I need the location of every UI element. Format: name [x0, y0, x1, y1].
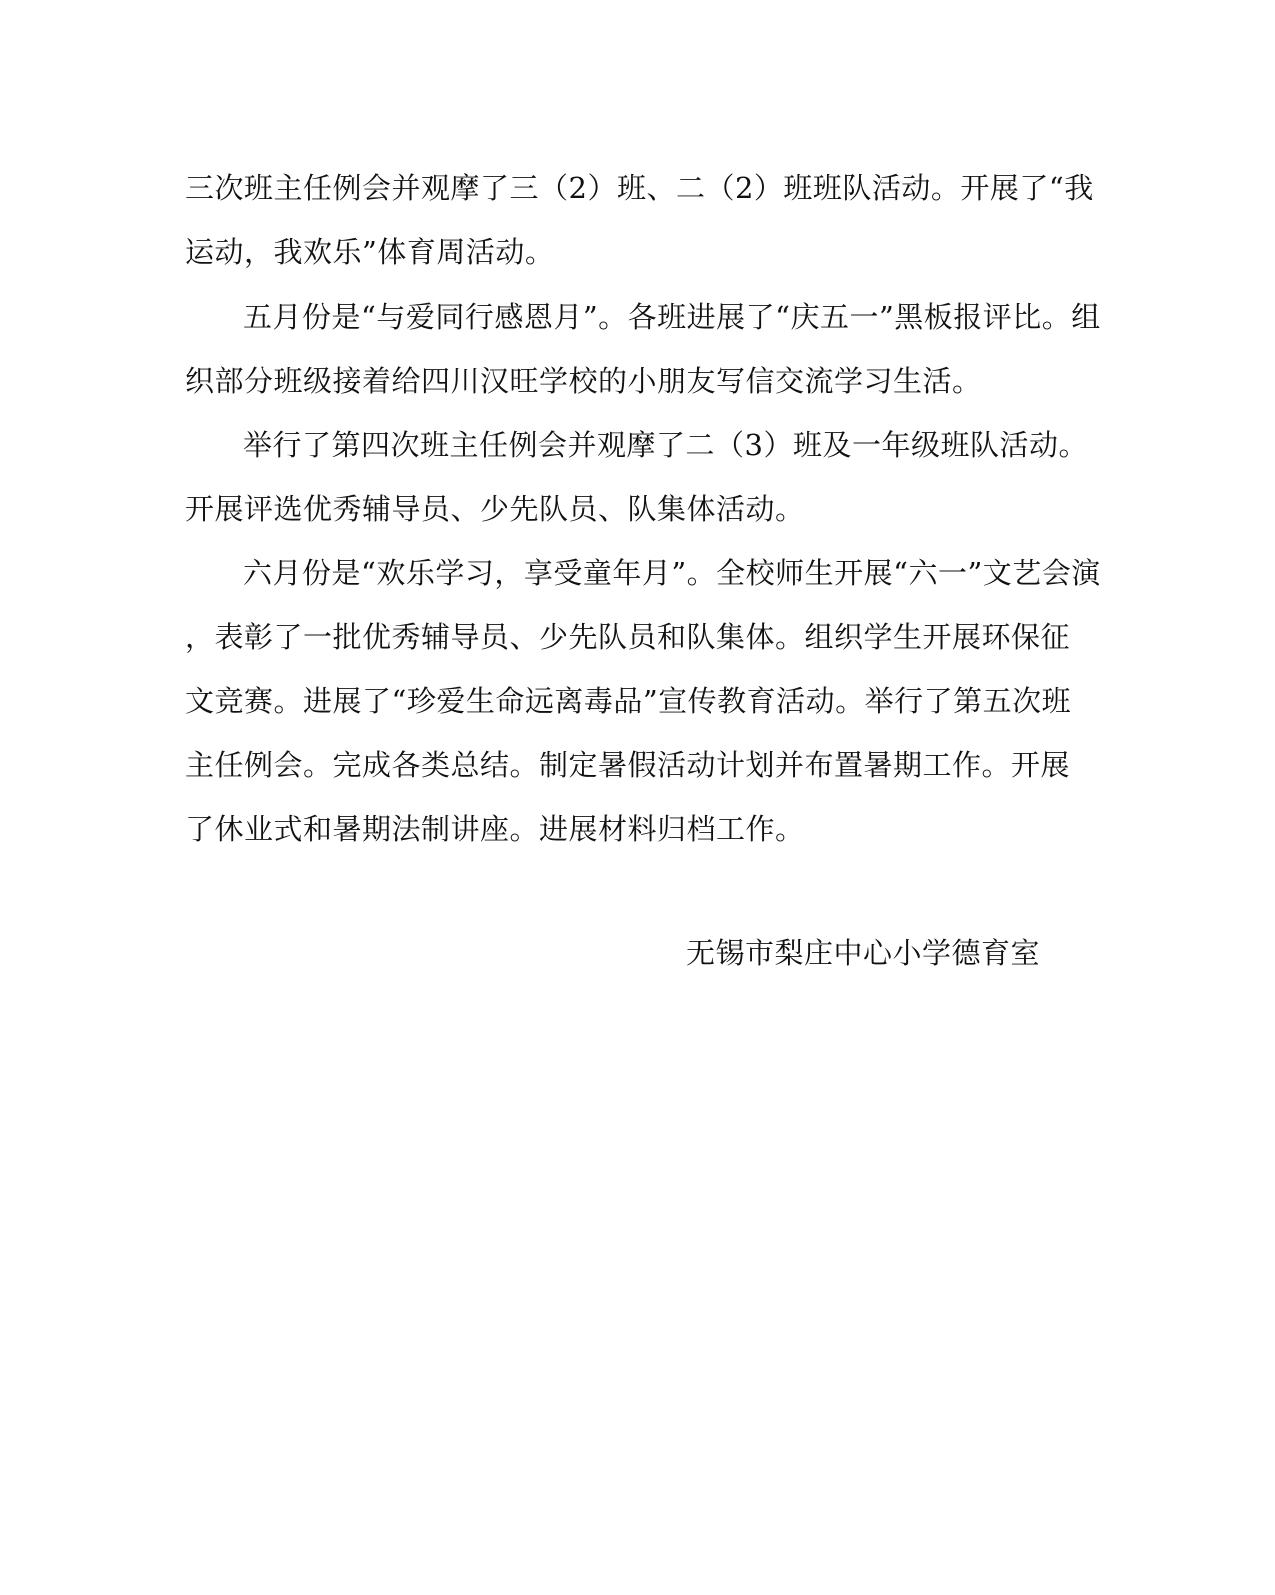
- signature: 无锡市梨庄中心小学德育室: [686, 936, 1041, 970]
- paragraph-4-line-5: 了休业式和暑期法制讲座。进展材料归档工作。: [185, 812, 805, 846]
- paragraph-1-line-2: 运动，我欢乐”体育周活动。: [185, 235, 555, 269]
- paragraph-3-line-2: 开展评选优秀辅导员、少先队员、队集体活动。: [185, 492, 805, 526]
- paragraph-4-line-4: 主任例会。完成各类总结。制定暑假活动计划并布置暑期工作。开展: [185, 748, 1071, 782]
- paragraph-1-line-1: 三次班主任例会并观摩了三（2）班、二（2）班班队活动。开展了“我: [185, 171, 1094, 205]
- paragraph-4-line-3: 文竞赛。进展了“珍爱生命远离毒品”宣传教育活动。举行了第五次班: [185, 684, 1072, 718]
- paragraph-4-line-2: ，表彰了一批优秀辅导员、少先队员和队集体。组织学生开展环保征: [185, 620, 1071, 654]
- paragraph-4-line-1: 六月份是“欢乐学习，享受童年月”。全校师生开展“六一”文艺会演: [243, 556, 1101, 590]
- paragraph-2-line-1: 五月份是“与爱同行感恩月”。各班进展了“庆五一”黑板报评比。组: [243, 300, 1101, 334]
- paragraph-2-line-2: 织部分班级接着给四川汉旺学校的小朋友写信交流学习生活。: [185, 364, 982, 398]
- paragraph-3-line-1: 举行了第四次班主任例会并观摩了二（3）班及一年级班队活动。: [243, 428, 1088, 462]
